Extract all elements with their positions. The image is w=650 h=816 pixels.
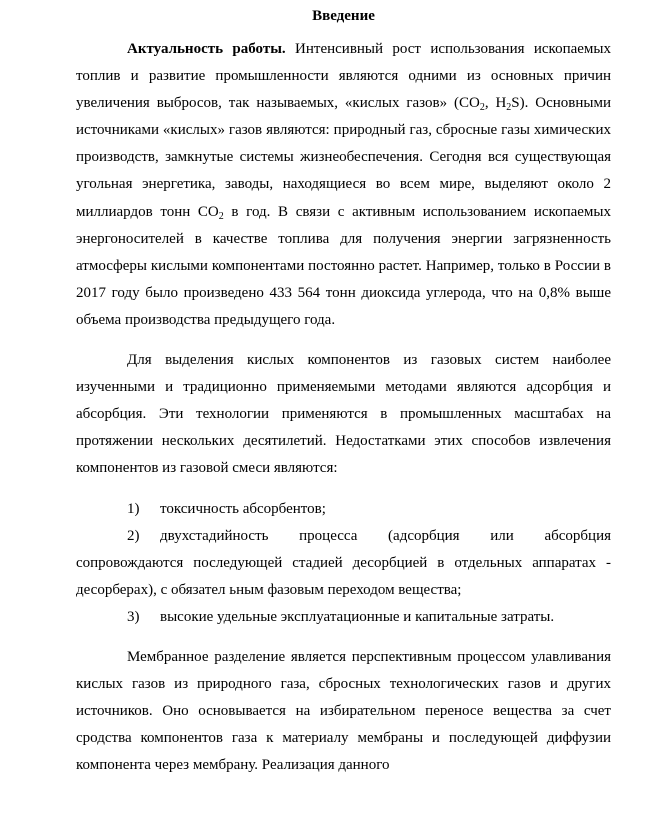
- page-title: Введение: [312, 8, 375, 24]
- subscript-co2: 2: [479, 102, 485, 114]
- list-item: [76, 523, 611, 604]
- paragraph-relevance-text-1: Интенсивный рост использования ископаемых топлив и развитие промышленности являются одними из основных причин увеличения выбросов, так называемых, «кислых газов» (CO: [76, 41, 611, 112]
- document-page: [76, 0, 611, 779]
- list-item: [76, 496, 611, 523]
- paragraph-methods: Для выделения кислых компонентов из газовых систем наиболее изученными и традиционно применяемыми методами являются адсорбция и абсорбция. Эти технологии применяются в промышленных масштабах на протяжении нескольких десятилетий. Недостатками этих способов извлечения компонентов из газовой смеси являются:: [76, 352, 611, 477]
- paragraph-relevance-text-4: в год. В связи с активным использованием ископаемых энергоносителей в качестве топлива для получения энергии загрязненность атмосферы кислыми компонентами постоянно растет. Например, только в России в 2017 году было произведено 433 564 тонн диоксида углерода, что на 0,8% выше объема производства предыдущего года.: [76, 203, 611, 328]
- paragraph-relevance-text-2: , H: [484, 95, 507, 112]
- list-item-number: 3): [127, 608, 140, 625]
- subscript-h2s: 2: [506, 102, 512, 114]
- paragraph-relevance: [76, 36, 611, 334]
- paragraph-membrane: Мембранное разделение является перспективным процессом улавливания кислых газов из природного газа, сбросных технологических газов и других источников. Оно основывается на избирательном переносе вещества за счет сродства компонентов газа к материалу мембраны и последующей диффузии компонента через мембрану. Реализация данного: [76, 648, 611, 774]
- list-item-text: токсичность абсорбентов;: [160, 500, 326, 517]
- list-item-number: 1): [127, 500, 140, 517]
- relevance-lead: Актуальность работы.: [127, 41, 286, 57]
- subscript-co2-second: 2: [218, 210, 224, 222]
- list-item-text: высокие удельные эксплуатационные и капитальные затраты.: [160, 608, 555, 625]
- list-item-text: двухстадийность процесса (адсорбция или абсорбция сопровождаются последующей стадией десорбцией в отдельных аппаратах - десорберах), с обязател ьным фазовым переходом вещества;: [76, 527, 611, 598]
- list-item: [76, 604, 611, 631]
- list-item-number: 2): [127, 527, 140, 544]
- paragraph-relevance-text-3: S). Основными источниками «кислых» газов являются: природный газ, сбросные газы химических производств, замкнутые системы жизнеобеспечения. Сегодня вся существующая угольная энергетика, заводы, находящиеся во всем мире, выделяют около 2 миллиардов тонн CO: [76, 95, 611, 220]
- drawbacks-list: [76, 496, 611, 631]
